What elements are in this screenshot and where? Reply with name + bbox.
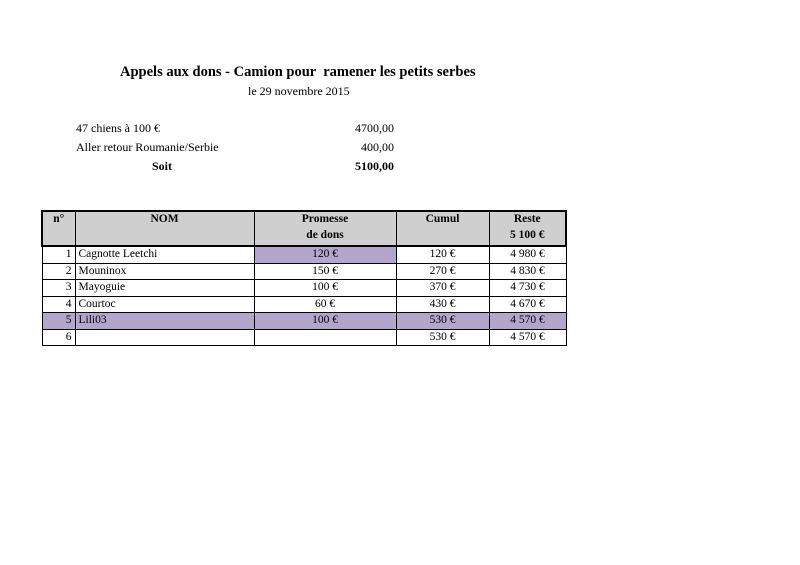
cell-n: 6: [42, 329, 75, 346]
cell-nom: Lili03: [75, 313, 254, 330]
header-promesse-line2: de dons: [306, 228, 344, 241]
summary-value: 4700,00: [355, 121, 394, 135]
cell-cumul: 430 €: [396, 296, 489, 313]
cell-promesse: 60 €: [254, 296, 396, 313]
cell-nom: Mayoguie: [75, 280, 254, 297]
summary-total-value: 5100,00: [355, 159, 394, 173]
cell-reste: 4 570 €: [489, 329, 566, 346]
cell-promesse: 100 €: [254, 280, 396, 297]
cell-reste: 4 670 €: [489, 296, 566, 313]
cell-promesse: [254, 329, 396, 346]
summary-line: [76, 121, 396, 140]
cell-promesse: 150 €: [254, 263, 396, 280]
cell-nom: Mouninox: [75, 263, 254, 280]
donations-table: [41, 210, 567, 346]
header-nom: NOM: [75, 211, 254, 246]
summary-line: [76, 140, 396, 159]
table-row: [42, 246, 566, 263]
table-row: [42, 329, 566, 346]
table-row: [42, 313, 566, 330]
cell-cumul: 270 €: [396, 263, 489, 280]
cost-summary: [76, 121, 396, 178]
cell-reste: 4 830 €: [489, 263, 566, 280]
summary-label: Aller retour Roumanie/Serbie: [76, 140, 219, 154]
table-header-row: [42, 211, 566, 246]
table-row: [42, 296, 566, 313]
cell-promesse: 100 €: [254, 313, 396, 330]
header-promesse: [254, 211, 396, 246]
cell-n: 5: [42, 313, 75, 330]
page-title: Appels aux dons - Camion pour ramener les petits serbes: [120, 64, 476, 80]
header-promesse-line1: Promesse: [301, 213, 349, 225]
cell-nom: [75, 329, 254, 346]
header-reste-line1: Reste: [513, 213, 541, 225]
cell-cumul: 530 €: [396, 313, 489, 330]
cell-cumul: 370 €: [396, 280, 489, 297]
cell-cumul: 120 €: [396, 246, 489, 263]
cell-reste: 4 570 €: [489, 313, 566, 330]
summary-value: 400,00: [361, 140, 394, 154]
cell-cumul: 530 €: [396, 329, 489, 346]
cell-n: 4: [42, 296, 75, 313]
header-reste: [489, 211, 566, 246]
cell-n: 1: [42, 246, 75, 263]
header-n: n°: [42, 211, 75, 246]
table-row: [42, 280, 566, 297]
header-reste-total: 5 100 €: [510, 228, 545, 241]
document-date: le 29 novembre 2015: [248, 84, 350, 98]
cell-n: 2: [42, 263, 75, 280]
cell-reste: 4 980 €: [489, 246, 566, 263]
cell-reste: 4 730 €: [489, 280, 566, 297]
summary-total: [76, 159, 396, 178]
cell-nom: Courtoc: [75, 296, 254, 313]
table-row: [42, 263, 566, 280]
cell-n: 3: [42, 280, 75, 297]
cell-nom: Cagnotte Leetchi: [75, 246, 254, 263]
header-cumul: Cumul: [396, 211, 489, 246]
cell-promesse: 120 €: [254, 246, 396, 263]
summary-total-label: Soit: [152, 159, 173, 173]
summary-label: 47 chiens à 100 €: [76, 121, 160, 135]
